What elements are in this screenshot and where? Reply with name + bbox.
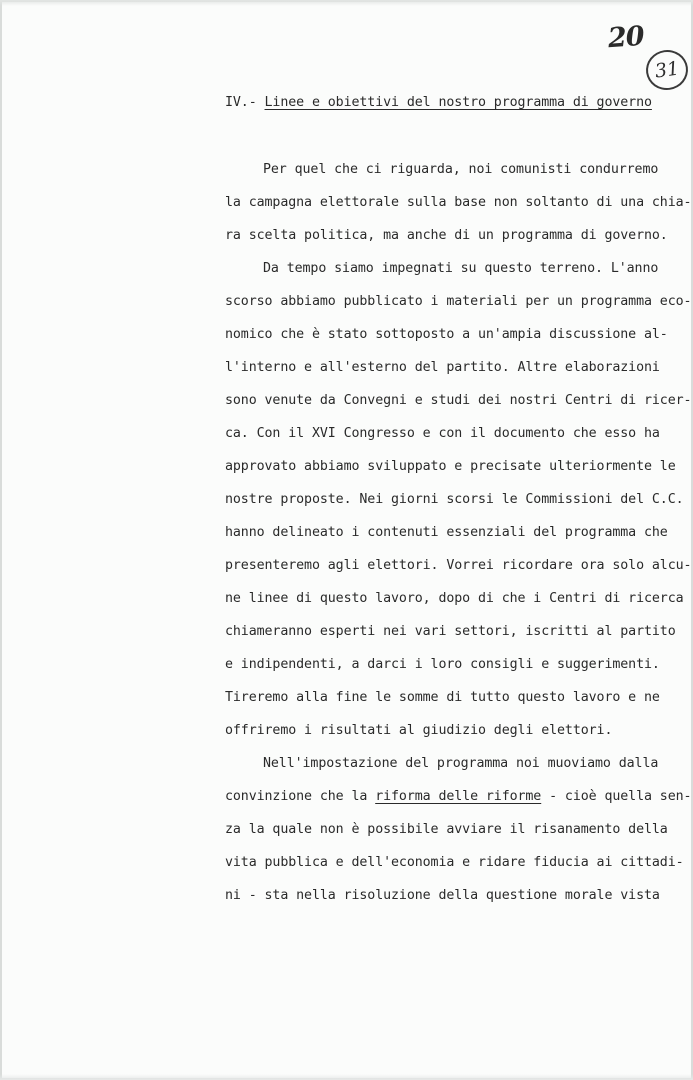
text-line: hanno delineato i contenuti essenziali del programma che <box>225 525 668 540</box>
handwritten-page-number: 20 <box>606 20 645 55</box>
text-line: ne linee di questo lavoro, dopo di che i Centri di ricerca <box>225 591 684 606</box>
text-line: chiameranno esperti nei vari settori, iscritti al partito <box>225 624 676 639</box>
text-line-underlined-phrase <box>225 789 691 804</box>
text-line: za la quale non è possibile avviare il risanamento della <box>225 822 668 837</box>
section-heading-prefix: IV.- <box>225 95 265 110</box>
page-edge-top <box>0 0 693 6</box>
circled-archive-number: 31 <box>643 47 690 92</box>
text-line: Tireremo alla fine le somme di tutto questo lavoro e ne <box>225 690 660 705</box>
text-line: ca. Con il XVI Congresso e con il documento che esso ha <box>225 426 660 441</box>
text-line: ra scelta politica, ma anche di un programma di governo. <box>225 228 668 243</box>
text-line: sono venute da Convegni e studi dei nostri Centri di ricer- <box>225 393 692 408</box>
section-heading <box>225 95 652 110</box>
text-line: Per quel che ci riguarda, noi comunisti condurremo <box>263 162 659 177</box>
text-line: vita pubblica e dell'economia e ridare fiducia ai cittadi- <box>225 855 684 870</box>
text-line: e indipendenti, a darci i loro consigli e suggerimenti. <box>225 657 660 672</box>
text-line: ni - sta nella risoluzione della questione morale vista <box>225 888 660 903</box>
text-line: offriremo i risultati al giudizio degli elettori. <box>225 723 613 738</box>
page-edge-bottom <box>0 1074 693 1080</box>
text-line: nomico che è stato sottoposto a un'ampia discussione al- <box>225 327 668 342</box>
text-segment: convinzione che la <box>225 789 376 804</box>
text-line: approvato abbiamo sviluppato e precisate ulteriormente le <box>225 459 676 474</box>
text-line: presenteremo agli elettori. Vorrei ricordare ora solo alcu- <box>225 558 692 573</box>
text-line: l'interno e all'esterno del partito. Altre elaborazioni <box>225 360 660 375</box>
section-heading-title: Linee e obiettivi del nostro programma di governo <box>264 95 652 110</box>
text-line: Da tempo siamo impegnati su questo terreno. L'anno <box>263 261 659 276</box>
text-segment: - cioè quella sen- <box>541 789 692 804</box>
text-line: nostre proposte. Nei giorni scorsi le Commissioni del C.C. <box>225 492 684 507</box>
text-line: la campagna elettorale sulla base non soltanto di una chia- <box>225 195 692 210</box>
text-line: scorso abbiamo pubblicato i materiali per un programma eco- <box>225 294 692 309</box>
text-line: Nell'impostazione del programma noi muoviamo dalla <box>263 756 659 771</box>
underlined-phrase: riforma delle riforme <box>375 789 542 804</box>
